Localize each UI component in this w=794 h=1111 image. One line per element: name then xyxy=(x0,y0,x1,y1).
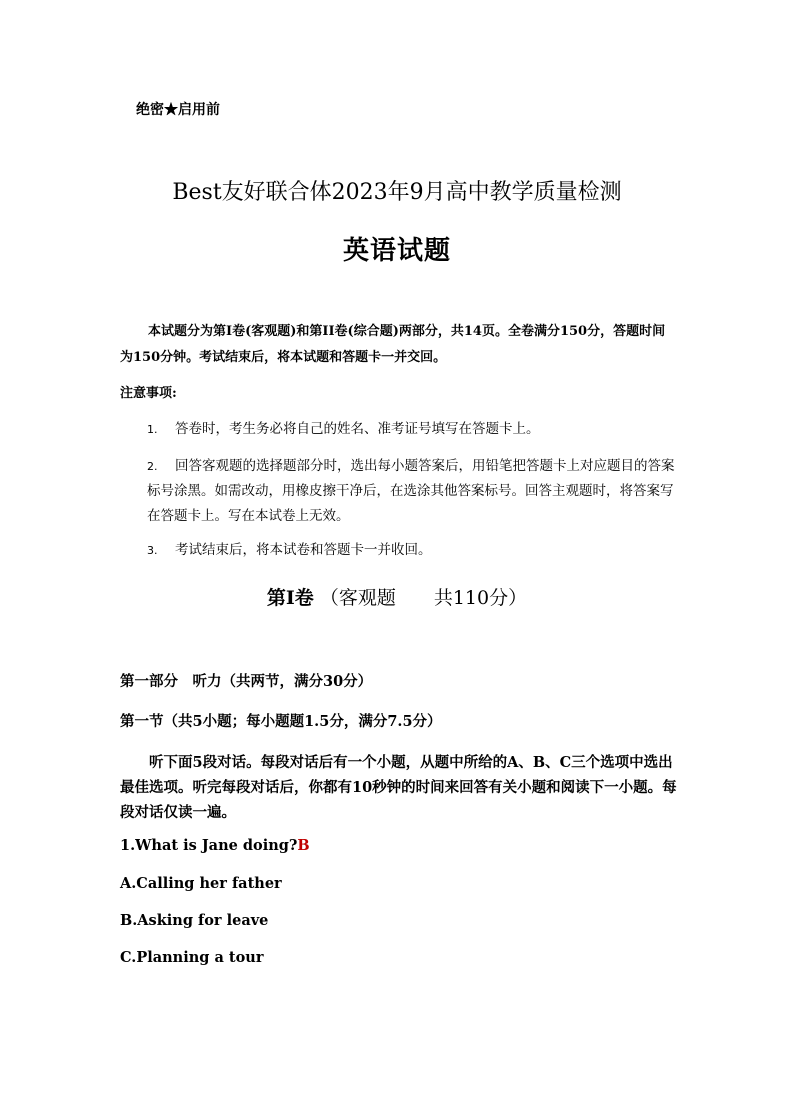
notice-item-text: 考试结束后，将本试卷和答题卡一并收回。 xyxy=(175,542,432,558)
volume-heading xyxy=(0,583,794,610)
notice-item-text: 回答客观题的选择题部分时，选出每小题答案后，用铅笔把答题卡上对应题目的答案标号涂黑。如需改动，用橡皮擦干净后，在选涂其他答案标号。回答主观题时，将答案写在答题卡上。写在本试卷上无效。 xyxy=(147,458,675,524)
question-text: 1.What is Jane doing? xyxy=(120,837,298,854)
option-a: A.Calling her father xyxy=(120,875,282,892)
section-title: 第一节（共5小题；每小题题1.5分，满分7.5分） xyxy=(120,713,442,730)
notice-item-number: 2. xyxy=(147,460,158,473)
section-instruction: 听下面5段对话。每段对话后有一个小题，从题中所给的A、B、C三个选项中选出最佳选项。听完每段对话后，你都有10秒钟的时间来回答有关小题和阅读下一小题。每段对话仅读一遍。 xyxy=(120,754,677,821)
notice-item xyxy=(147,538,677,563)
notice-item xyxy=(147,454,677,529)
part-title: 第一部分 听力（共两节，满分30分） xyxy=(120,673,373,690)
notice-item xyxy=(147,417,677,442)
notice-title: 注意事项: xyxy=(120,386,177,401)
notice-item-text: 答卷时，考生务必将自己的姓名、准考证号填写在答题卡上。 xyxy=(175,421,540,437)
notice-item-number: 3. xyxy=(147,544,158,557)
volume-detail: （客观题 共110分） xyxy=(319,587,528,609)
exam-title: Best友好联合体2023年9月高中教学质量检测 xyxy=(172,180,622,205)
confidential-mark: 绝密★启用前 xyxy=(136,102,220,118)
intro-paragraph: 本试题分为第I卷(客观题)和第II卷(综合题)两部分，共14页。全卷满分150分，答题时间为150分钟。考试结束后，将本试题和答题卡一并交回。 xyxy=(120,324,666,365)
option-c: C.Planning a tour xyxy=(120,949,264,966)
answer-key: B xyxy=(297,837,310,854)
question-stem xyxy=(120,837,310,854)
volume-label: 第I卷 xyxy=(266,587,314,609)
subject-title: 英语试题 xyxy=(342,236,451,266)
notice-item-number: 1. xyxy=(147,423,158,436)
option-b: B.Asking for leave xyxy=(120,912,269,929)
